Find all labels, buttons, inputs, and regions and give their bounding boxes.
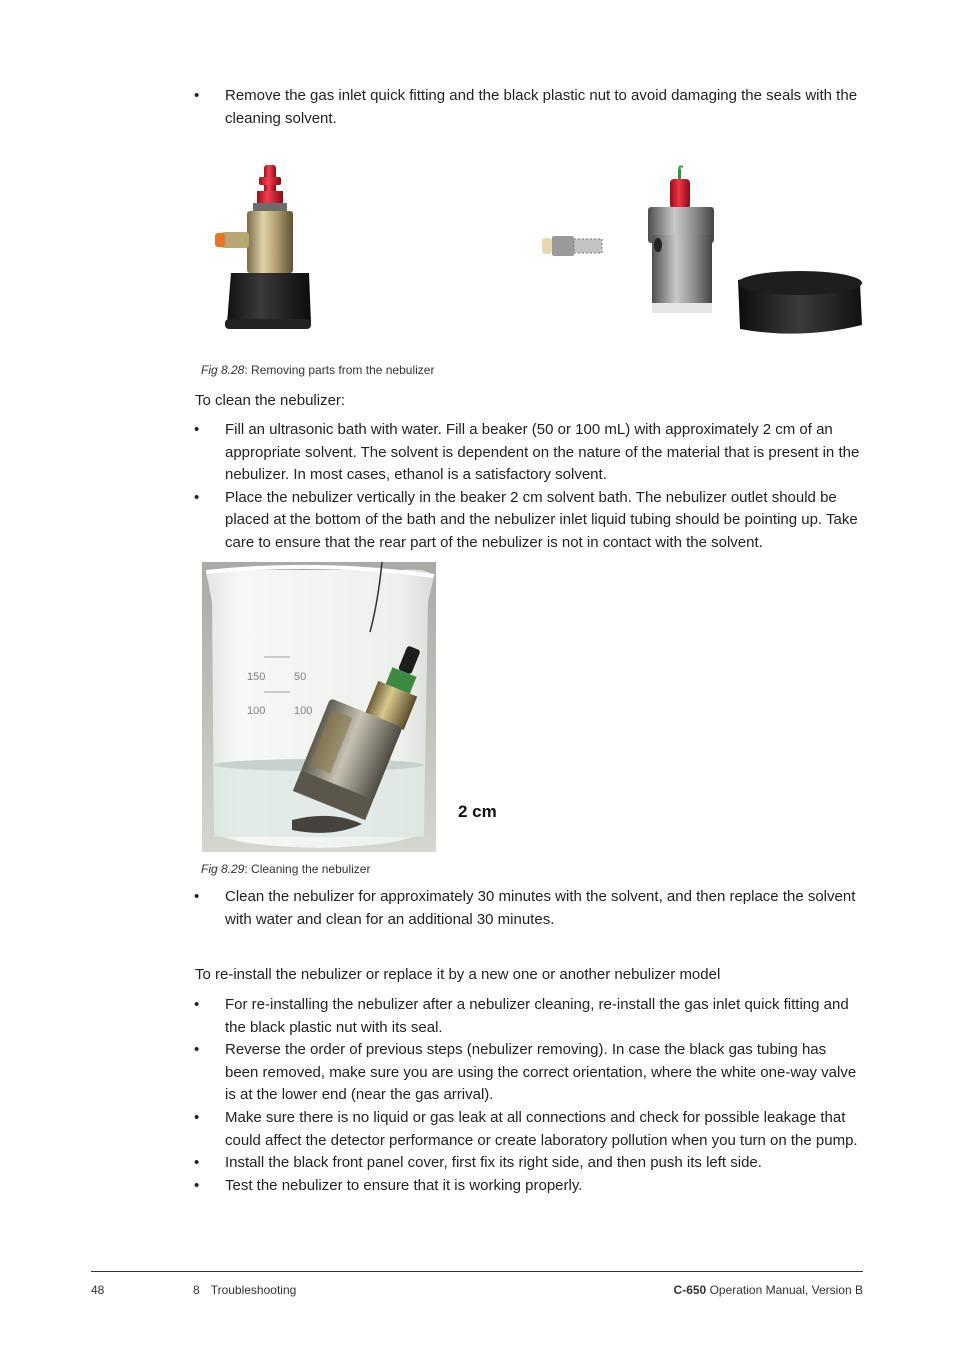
quick-fitting-photo	[540, 232, 606, 262]
figure-caption-8-29	[201, 862, 370, 876]
chapter-title: Troubleshooting	[210, 1283, 297, 1297]
bullet-text: Make sure there is no liquid or gas leak at all connections and check for possible leakage that could affect the detector performance or create laboratory pollution when you turn on the pump.	[225, 1108, 858, 1149]
clean-heading: To clean the nebulizer:	[195, 392, 346, 409]
figure-caption-text: : Cleaning the nebulizer	[244, 862, 371, 876]
list-item	[190, 1175, 862, 1198]
list-item	[190, 419, 862, 487]
reinstall-bullet-list	[190, 994, 862, 1197]
figure-caption-text: : Removing parts from the nebulizer	[244, 363, 435, 377]
bullet-marker: •	[194, 87, 200, 104]
bullet-text: Clean the nebulizer for approximately 30 minutes with the solvent, and then replace the solvent with water and clean for an additional 30 minutes.	[225, 888, 856, 928]
bullet-text: Install the black front panel cover, first fix its right side, and then push its left side.	[225, 1154, 762, 1172]
product-name: C-650	[673, 1283, 707, 1297]
bullet-marker: •	[194, 1176, 200, 1194]
beaker-illustration	[202, 562, 436, 852]
page-number: 48	[91, 1283, 105, 1297]
bullet-text: Place the nebulizer vertically in the beaker 2 cm solvent bath. The nebulizer outlet should be placed at the bottom of the bath and the nebulizer inlet liquid tubing should be pointing up. Take care to ensure that the rear part of the nebulizer is not in contact with the solvent.	[225, 488, 858, 551]
bullet-marker: •	[194, 888, 200, 905]
beaker-mark: 150	[247, 671, 266, 683]
beaker-photo	[202, 562, 436, 852]
intro-bullet-list	[190, 85, 862, 130]
beaker-mark: 100	[247, 705, 266, 717]
bullet-marker: •	[194, 488, 200, 506]
list-item	[190, 1039, 862, 1107]
reinstall-heading: To re-install the nebulizer or replace it by a new one or another nebulizer model	[195, 966, 721, 983]
footer-manual-title	[674, 1283, 863, 1297]
figure-number: Fig 8.29	[201, 862, 245, 876]
list-item	[190, 487, 862, 555]
after-bullet-list	[190, 886, 862, 931]
figure-caption-8-28	[201, 363, 434, 377]
manual-version: Operation Manual, Version B	[706, 1283, 863, 1297]
list-item	[190, 1107, 862, 1152]
figure-number: Fig 8.28	[201, 363, 245, 377]
beaker-mark: 100	[294, 705, 313, 717]
bullet-marker: •	[194, 421, 200, 438]
footer-chapter	[193, 1283, 296, 1297]
depth-label: 2 cm	[458, 802, 497, 821]
list-item	[190, 994, 862, 1039]
chapter-number: 8	[193, 1283, 200, 1297]
bullet-text: Remove the gas inlet quick fitting and the black plastic nut to avoid damaging the seals with the cleaning solvent.	[225, 87, 858, 127]
bullet-text: Test the nebulizer to ensure that it is working properly.	[225, 1176, 583, 1194]
bullet-marker: •	[194, 1154, 200, 1172]
bullet-text: For re-installing the nebulizer after a nebulizer cleaning, re-install the gas inlet quick fitting and the black plastic nut with its seal.	[225, 996, 849, 1036]
clean-bullet-list	[190, 419, 862, 555]
bullet-marker: •	[194, 1108, 200, 1126]
bullet-marker: •	[194, 996, 200, 1013]
list-item	[190, 1152, 862, 1175]
bullet-marker: •	[194, 1041, 200, 1059]
nebulizer-body-and-nut-photo	[640, 165, 868, 345]
footer-divider	[91, 1271, 863, 1272]
bullet-text: Reverse the order of previous steps (nebulizer removing). In case the black gas tubing has been removed, make sure you are using the correct orientation, where the white one-way valve is at the lower end (near the gas arrival).	[225, 1041, 857, 1104]
beaker-mark: 50	[294, 671, 307, 683]
bullet-text: Fill an ultrasonic bath with water. Fill a beaker (50 or 100 mL) with approximately 2 cm of an appropriate solvent. The solvent is dependent on the nature of the material that is present in the nebulizer. In most cases, ethanol is a satisfactory solvent.	[225, 421, 860, 484]
list-item	[190, 886, 862, 931]
list-item	[190, 85, 862, 130]
nebulizer-assembled-photo	[195, 155, 325, 345]
